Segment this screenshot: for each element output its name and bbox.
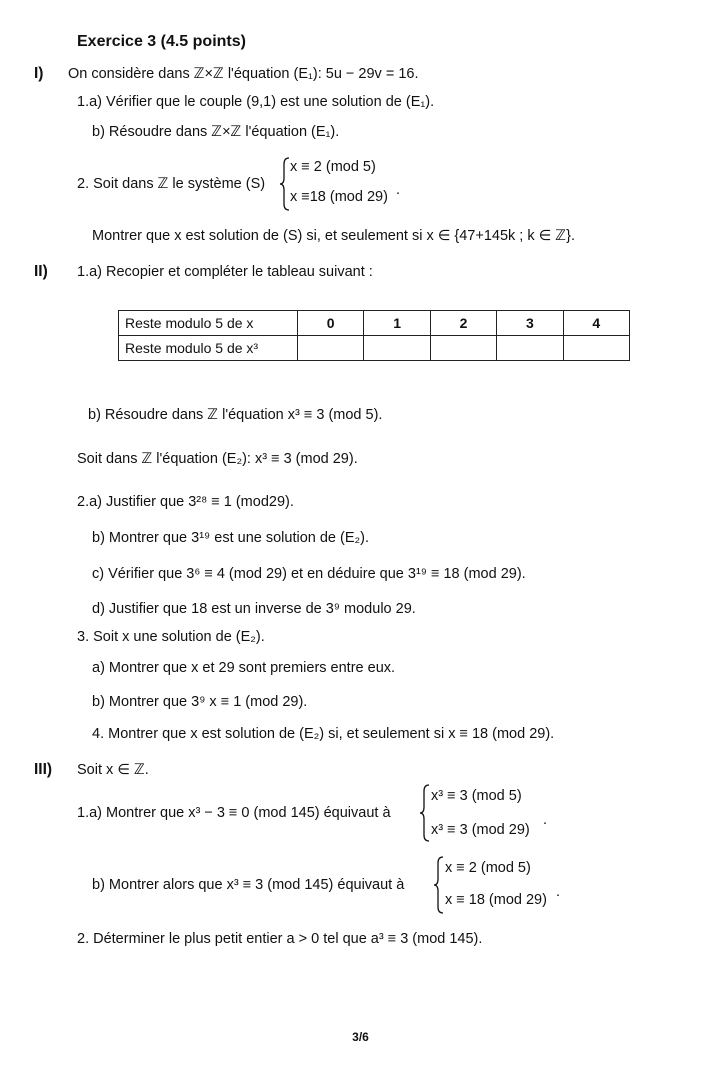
part2-e2: Soit dans ℤ l'équation (E₂): x³ ≡ 3 (mod 29). [77, 451, 358, 467]
part1-label: I) [34, 65, 44, 82]
table-cell-empty [563, 336, 629, 361]
part2-q1a: 1.a) Recopier et compléter le tableau suivant : [77, 264, 373, 280]
table-cell: 3 [497, 311, 563, 336]
part3-label: III) [34, 761, 53, 778]
table-cell: 1 [364, 311, 430, 336]
part2-label: II) [34, 263, 48, 280]
part2-q1b: b) Résoudre dans ℤ l'équation x³ ≡ 3 (mod 5). [88, 407, 383, 423]
period-mark: . [396, 182, 401, 198]
part1-q2-lead: 2. Soit dans ℤ le système (S) [77, 176, 266, 192]
period-mark: . [556, 884, 561, 900]
part1-intro: On considère dans ℤ×ℤ l'équation (E₁): 5u − 29v = 16. [68, 66, 419, 82]
period-mark: . [543, 812, 548, 828]
table-cell-empty [497, 336, 563, 361]
system-line: x ≡ 2 (mod 5) [445, 860, 531, 876]
part2-q2d: d) Justifier que 18 est un inverse de 3⁹ modulo 29. [92, 601, 416, 617]
table-row-label: Reste modulo 5 de x [119, 311, 298, 336]
system-line: x³ ≡ 3 (mod 29) [431, 822, 530, 838]
table-cell: 0 [298, 311, 364, 336]
brace-icon [280, 157, 290, 211]
brace-icon [434, 856, 444, 914]
table-row [119, 311, 630, 336]
system-line: x ≡ 2 (mod 5) [290, 159, 376, 175]
table-cell-empty [298, 336, 364, 361]
remainder-table [118, 310, 630, 361]
table-cell-empty [430, 336, 496, 361]
part2-q2b: b) Montrer que 3¹⁹ est une solution de (E₂). [92, 530, 370, 546]
part1-q1a: 1.a) Vérifier que le couple (9,1) est une solution de (E₁). [77, 94, 435, 110]
part3-q1a-system [420, 784, 560, 844]
table-row [119, 336, 630, 361]
table-cell: 2 [430, 311, 496, 336]
part3-q1a-lead: 1.a) Montrer que x³ − 3 ≡ 0 (mod 145) équivaut à [77, 805, 391, 821]
table-cell-empty [364, 336, 430, 361]
part1-q2-show: Montrer que x est solution de (S) si, et seulement si x ∈ {47+145k ; k ∈ ℤ}. [92, 228, 575, 244]
part3-q1b-lead: b) Montrer alors que x³ ≡ 3 (mod 145) équivaut à [92, 877, 405, 893]
system-line: x³ ≡ 3 (mod 5) [431, 788, 522, 804]
part3-intro: Soit x ∈ ℤ. [77, 762, 149, 778]
table-cell: 4 [563, 311, 629, 336]
system-line: x ≡18 (mod 29) [290, 189, 388, 205]
part3-q1b-system [434, 856, 574, 916]
part2-q3a: a) Montrer que x et 29 sont premiers entre eux. [92, 660, 396, 676]
part2-q4: 4. Montrer que x est solution de (E₂) si, et seulement si x ≡ 18 (mod 29). [92, 726, 555, 742]
brace-icon [420, 784, 430, 842]
page-number: 3/6 [352, 1030, 369, 1044]
system-line: x ≡ 18 (mod 29) [445, 892, 547, 908]
part1-q2-system [280, 157, 410, 213]
exercise-title: Exercice 3 (4.5 points) [77, 33, 246, 50]
part2-q2c: c) Vérifier que 3⁶ ≡ 4 (mod 29) et en déduire que 3¹⁹ ≡ 18 (mod 29). [92, 566, 526, 582]
table-row-label: Reste modulo 5 de x³ [119, 336, 298, 361]
part3-q2: 2. Déterminer le plus petit entier a > 0 tel que a³ ≡ 3 (mod 145). [77, 931, 483, 947]
part1-q1b: b) Résoudre dans ℤ×ℤ l'équation (E₁). [92, 124, 340, 140]
part2-q2a: 2.a) Justifier que 3²⁸ ≡ 1 (mod29). [77, 494, 294, 510]
part2-q3: 3. Soit x une solution de (E₂). [77, 629, 265, 645]
part2-q3b: b) Montrer que 3⁹ x ≡ 1 (mod 29). [92, 694, 308, 710]
